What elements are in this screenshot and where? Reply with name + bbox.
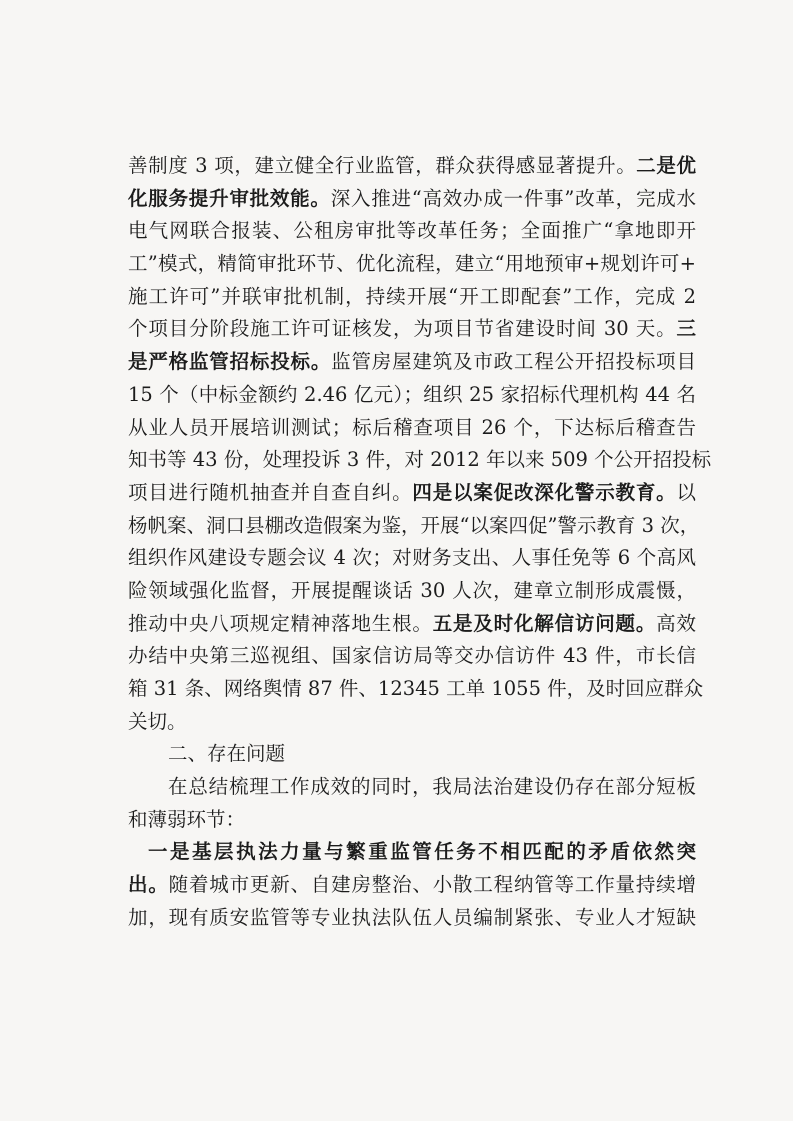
text-span: 推动中央八项规定精神落地生根。 [128, 611, 433, 635]
text-span: 组织作风建设专题会议 4 次；对财务支出、人事任免等 6 个高风 [128, 546, 696, 570]
text-span: 加，现有质安监管等专业执法队伍人员编制紧张、专业人才短缺 [128, 905, 696, 929]
paragraph-line [128, 150, 696, 183]
paragraph-line [128, 444, 712, 477]
text-span: 善制度 3 项，建立健全行业监管，群众获得感显著提升。 [128, 154, 637, 177]
bold-text-span: 化服务提升审批效能。 [128, 186, 331, 210]
paragraph-line [128, 281, 696, 314]
text-span: 和薄弱环节： [128, 807, 246, 831]
paragraph-line [128, 477, 696, 510]
text-span: 险领域强化监督，开展提醒谈话 30 人次，建章立制形成震慑， [128, 578, 696, 602]
text-span: 以 [676, 480, 696, 504]
paragraph-line [128, 869, 696, 902]
paragraph-line [128, 346, 696, 379]
text-span: 办结中央第三巡视组、国家信访局等交办信访件 43 件，市长信 [128, 644, 696, 668]
text-span: 箱 31 条、网络舆情 87 件、12345 工单 1055 件，及时回应群众 [128, 677, 704, 700]
paragraph-line [128, 215, 696, 248]
paragraph-line [128, 313, 696, 346]
bold-text-span: 是严格监管招标投标。 [128, 350, 332, 374]
paragraph-line [128, 183, 696, 216]
text-span: 监管房屋建筑及市政工程公开招投标项目 [331, 350, 696, 374]
paragraph-line [128, 542, 696, 575]
paragraph-line [128, 836, 696, 869]
text-span: 随着城市更新、自建房整治、小散工程纳管等工作量持续增 [168, 873, 696, 897]
text-span: 知书等 43 份，处理投诉 3 件，对 2012 年以来 509 个公开招投标 [128, 448, 712, 472]
bold-text-span: 五是及时化解信访问题。 [432, 611, 657, 635]
text-span: 关切。 [128, 709, 187, 733]
paragraph-line [128, 608, 696, 641]
section-heading [128, 738, 696, 771]
text-span: 在总结梳理工作成效的同时，我局法治建设仍存在部分短板 [168, 775, 696, 799]
text-span: 深入推进“高效办成一件事”改革，完成水 [330, 186, 696, 210]
document-body [128, 150, 712, 935]
paragraph-line [128, 575, 696, 608]
bold-text-span: 出。 [128, 873, 169, 897]
paragraph-line [128, 412, 696, 445]
bold-text-span: 二是优 [636, 154, 696, 177]
text-span: 高效 [656, 611, 696, 635]
paragraph-line [128, 804, 696, 837]
bold-text-span: 四是以案促改深化警示教育。 [412, 480, 677, 504]
paragraph-line [128, 771, 696, 804]
text-span: 工”模式，精简审批环节、优化流程，建立“用地预审+规划许可+ [128, 252, 696, 276]
paragraph-line [128, 510, 700, 543]
text-span: 二、存在问题 [168, 742, 286, 766]
paragraph-line [128, 673, 704, 706]
text-span: 电气网联合报装、公租房审批等改革任务；全面推广“拿地即开 [128, 219, 696, 243]
paragraph-line [128, 248, 696, 281]
text-span: 15 个（中标金额约 2.46 亿元）；组织 25 家招标代理机构 44 名 [128, 382, 696, 406]
paragraph-line [128, 902, 696, 935]
paragraph-line [128, 640, 696, 673]
text-span: 施工许可”并联审批机制，持续开展“开工即配套”工作，完成 2 [128, 284, 696, 308]
text-span: 项目进行随机抽查并自查自纠。 [128, 480, 413, 504]
paragraph-line [128, 706, 696, 739]
text-span: 杨帆案、洞口县棚改造假案为鉴，开展“以案四促”警示教育 3 次， [128, 513, 700, 537]
text-span: 个项目分阶段施工许可证核发，为项目节省建设时间 30 天。 [128, 317, 677, 341]
text-span: 从业人员开展培训测试；标后稽查项目 26 个，下达标后稽查告 [128, 415, 696, 439]
paragraph-line [128, 379, 696, 412]
bold-text-span: 一是基层执法力量与繁重监管任务不相匹配的矛盾依然突 [148, 840, 696, 864]
bold-text-span: 三 [676, 317, 696, 341]
